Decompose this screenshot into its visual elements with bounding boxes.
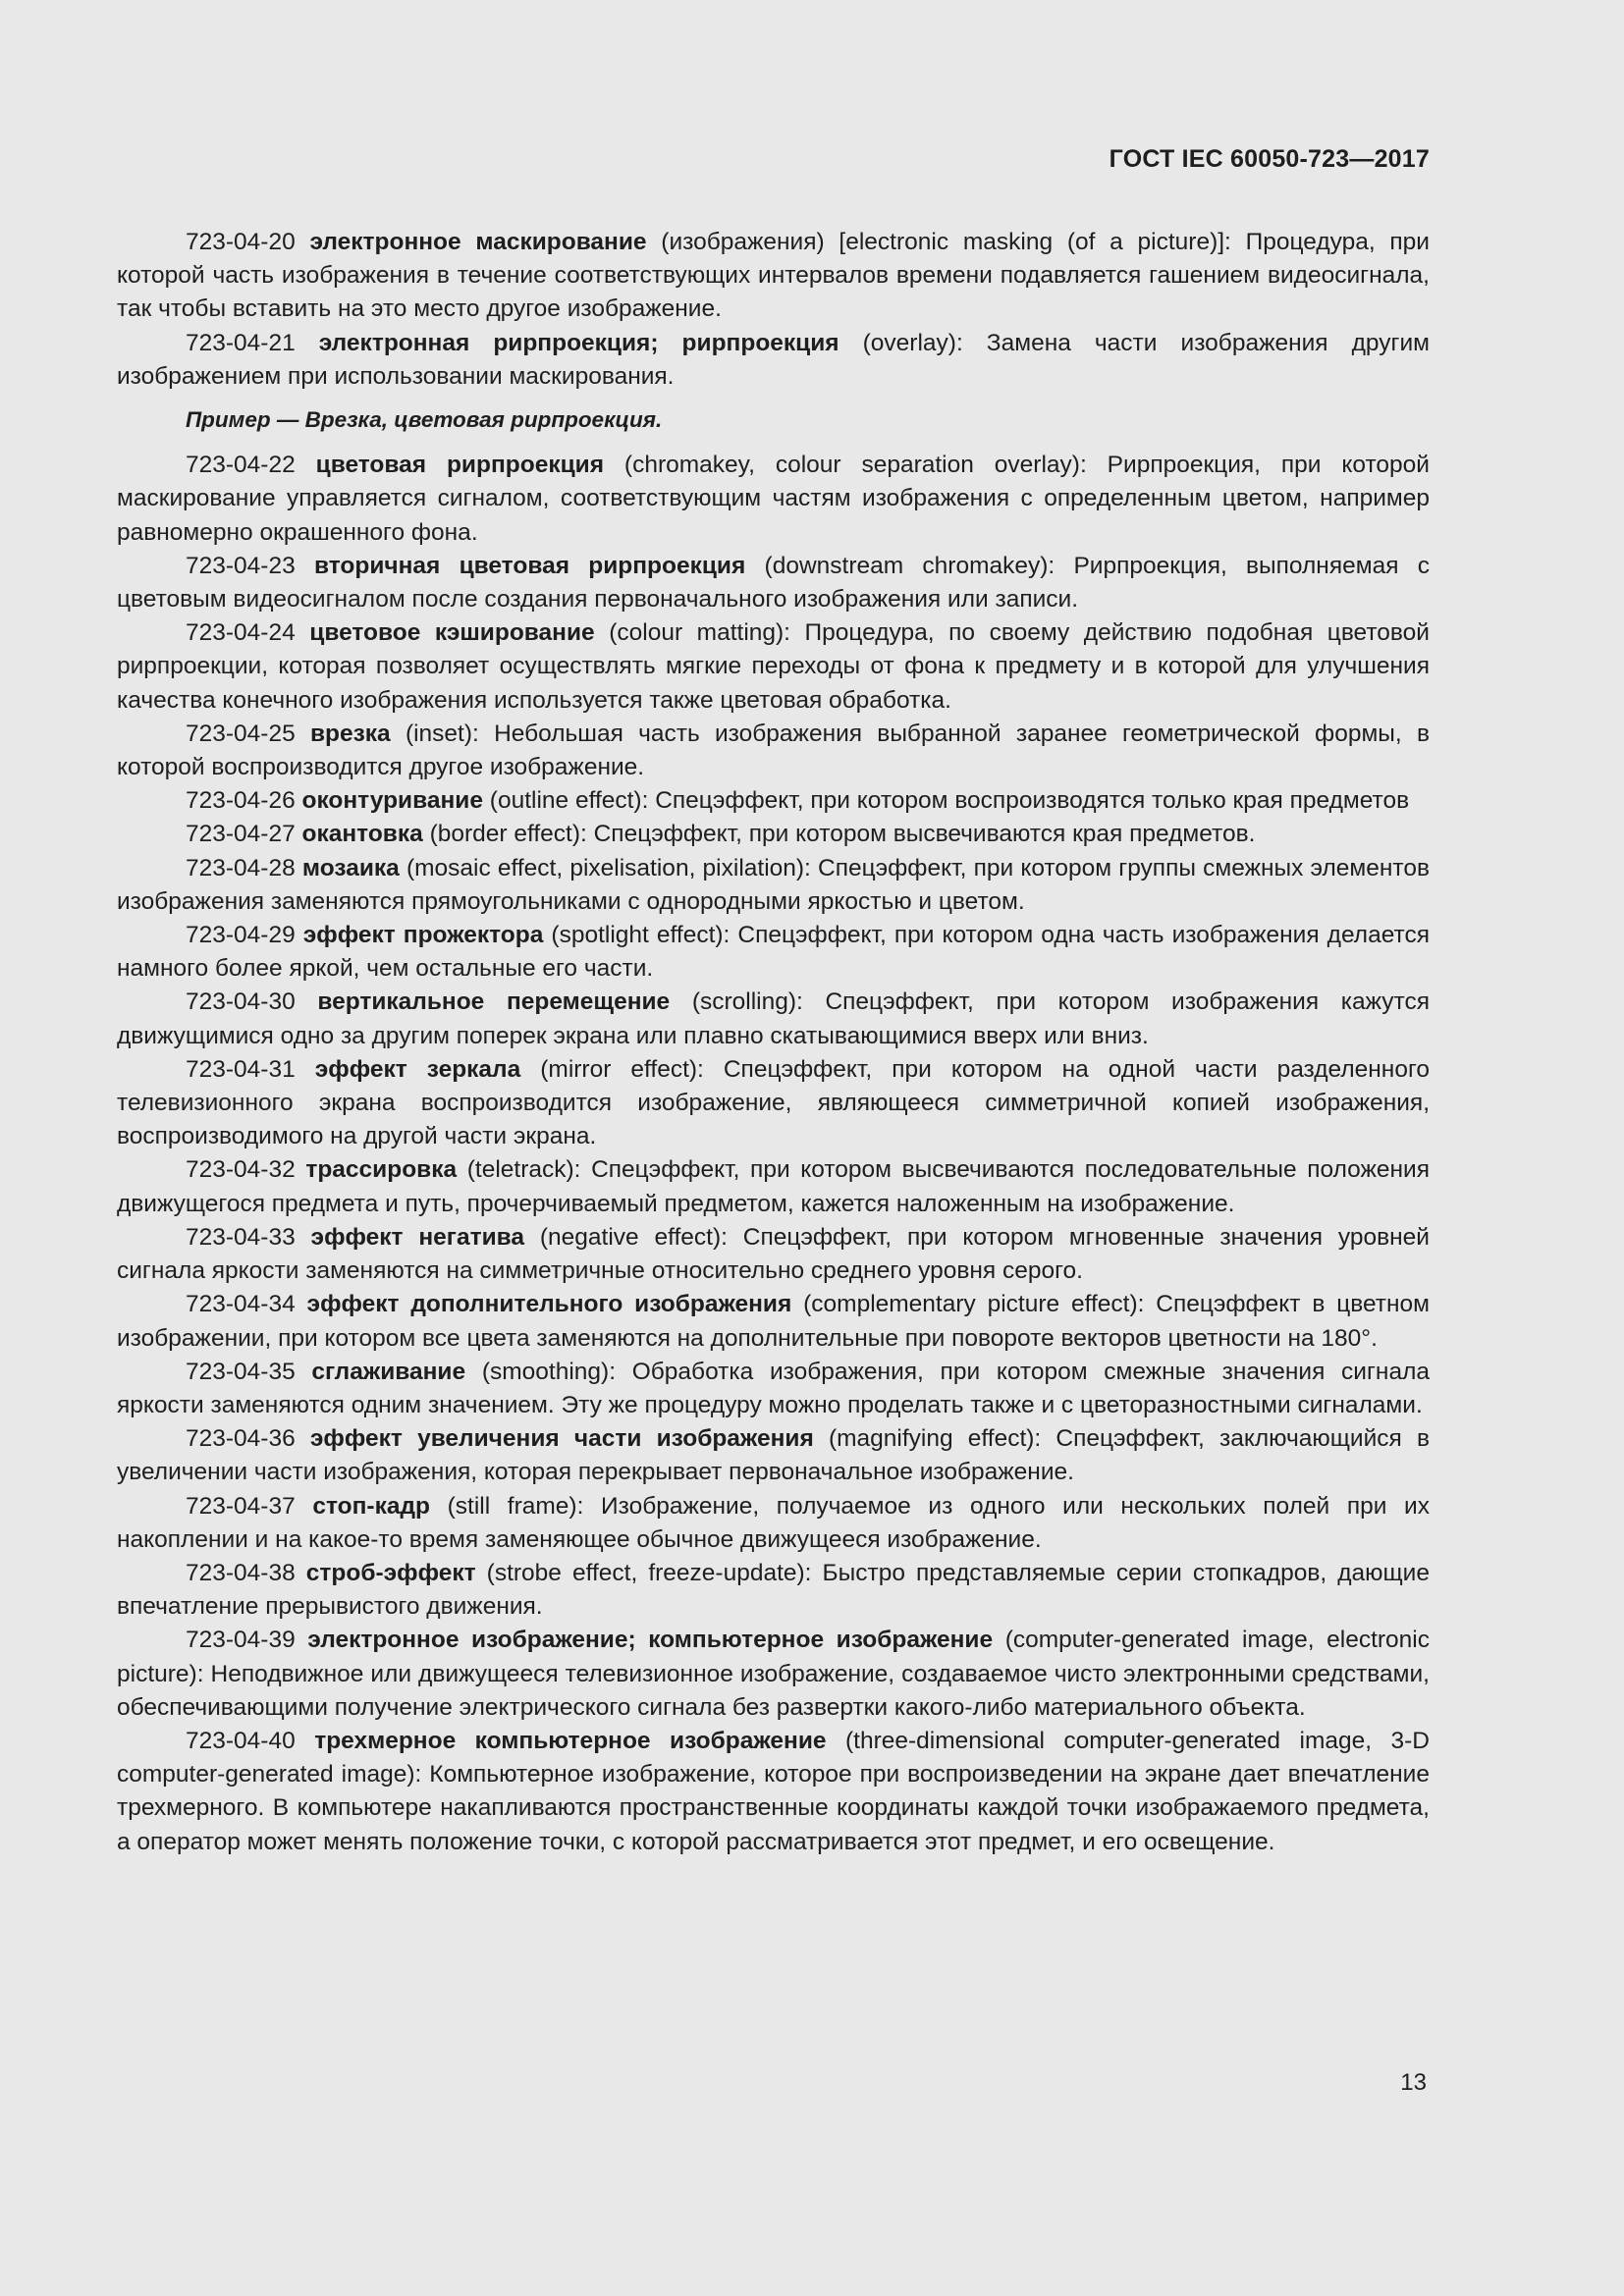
entry-number: 723-04-31 bbox=[186, 1055, 296, 1083]
term-entry bbox=[117, 1288, 1430, 1355]
entry-term: эффект увеличения части изображения bbox=[309, 1425, 814, 1453]
term-entry bbox=[117, 1624, 1430, 1725]
entry-definition: (colour matting): Процедура, по своему действию подобная цветовой рирпроекции, которая позволяет осуществлять мягкие переходы от фона к предмету и в которой для улучшения качества конечного изображения используется также цветовая обработка. bbox=[117, 619, 1430, 714]
example-note: Пример — Врезка, цветовая рирпроекция. bbox=[186, 407, 663, 433]
entry-definition: (teletrack): Спецэффект, при котором высвечиваются последовательные положения движущегося предмета и путь, прочерчиваемый предметом, кажется наложенным на изображение. bbox=[117, 1156, 1431, 1217]
entry-definition: (negative effect): Спецэффект, при котором мгновенные значения уровней сигнала яркости заменяются на симметричные относительно среднего уровня серого. bbox=[117, 1223, 1430, 1285]
entry-definition: (strobe effect, freeze-update): Быстро представляемые серии стопкадров, дающие впечатление прерывистого движения. bbox=[117, 1559, 1430, 1621]
term-entry bbox=[117, 784, 1430, 818]
entry-definition: (still frame): Изображение, получаемое из одного или нескольких полей при их накоплении и на какое-то время заменяющее обычное движущееся изображение. bbox=[117, 1492, 1430, 1553]
entry-definition: (computer-generated image, electronic picture): Неподвижное или движущееся телевизионное изображение, создаваемое чисто электронными средствами, обеспечивающими получение электрического сигнала без развертки какого-либо материального объекта. bbox=[117, 1627, 1431, 1721]
term-entry bbox=[117, 327, 1430, 394]
entry-definition: (overlay): Замена части изображения другим изображением при использовании маскирования. bbox=[117, 329, 1430, 390]
entry-definition: (spotlight effect): Спецэффект, при котором одна часть изображения делается намного более яркой, чем остальные его части. bbox=[117, 922, 1430, 983]
entry-term: оконтуривание bbox=[301, 787, 483, 815]
entry-number: 723-04-35 bbox=[186, 1358, 296, 1385]
entry-number: 723-04-39 bbox=[186, 1627, 296, 1654]
entry-term: эффект прожектора bbox=[302, 922, 544, 949]
entry-number: 723-04-30 bbox=[186, 988, 296, 1016]
entry-definition: (downstream chromakey): Рирпроекция, выполняемая с цветовым видеосигналом после создания первоначального изображения или записи. bbox=[117, 552, 1430, 614]
entry-term: электронная рирпроекция; рирпроекция bbox=[318, 329, 839, 356]
entry-number: 723-04-23 bbox=[186, 552, 296, 579]
term-entry bbox=[117, 1153, 1430, 1220]
document-header: ГОСТ IEC 60050-723—2017 bbox=[1109, 145, 1430, 173]
term-entry bbox=[117, 1557, 1430, 1624]
entry-number: 723-04-20 bbox=[186, 229, 296, 255]
entry-term: трехмерное компьютерное изображение bbox=[314, 1727, 827, 1754]
entry-term: цветовое кэширование bbox=[309, 619, 595, 647]
entry-term: электронное маскирование bbox=[309, 229, 647, 255]
entry-term: окантовка bbox=[301, 821, 423, 848]
entry-term: эффект зеркала bbox=[314, 1055, 521, 1083]
term-entry bbox=[117, 1356, 1430, 1422]
term-entry bbox=[117, 226, 1430, 327]
entry-definition: (inset): Небольшая часть изображения выбранной заранее геометрической формы, в которой воспроизводится другое изображение. bbox=[117, 720, 1430, 781]
entry-number: 723-04-38 bbox=[186, 1559, 296, 1586]
entry-term: трассировка bbox=[305, 1156, 458, 1184]
term-entry bbox=[117, 986, 1430, 1052]
entry-number: 723-04-37 bbox=[186, 1492, 296, 1520]
entry-number: 723-04-28 bbox=[186, 854, 296, 881]
entry-definition: (изображения) [electronic masking (of a picture)]: Процедура, при которой часть изображения в течение соответствующих интервалов времени подавляется гашением видеосигнала, так чтобы вставить на это место другое изображение. bbox=[117, 229, 1430, 323]
entry-definition: (mosaic effect, pixelisation, pixilation): Спецэффект, при котором группы смежных элементов изображения заменяются прямоугольниками с однородными яркостью и цветом. bbox=[117, 854, 1430, 915]
entry-term: вертикальное перемещение bbox=[317, 988, 671, 1016]
document-body bbox=[117, 226, 1430, 1859]
entry-number: 723-04-22 bbox=[186, 452, 296, 479]
entry-term: эффект негатива bbox=[310, 1223, 525, 1251]
entry-number: 723-04-36 bbox=[186, 1425, 296, 1453]
entry-number: 723-04-27 bbox=[186, 821, 296, 848]
entry-number: 723-04-33 bbox=[186, 1223, 296, 1251]
entry-definition: (border effect): Спецэффект, при котором высвечиваются края предметов. bbox=[422, 821, 1256, 848]
term-entry bbox=[117, 1221, 1430, 1288]
entry-definition: (mirror effect): Спецэффект, при котором на одной части разделенного телевизионного экрана воспроизводится изображение, являющееся симметричной копией изображения, воспроизводимого на другой части экрана. bbox=[117, 1055, 1430, 1150]
term-entry bbox=[117, 616, 1430, 718]
page-number: 13 bbox=[1400, 2069, 1427, 2096]
entry-number: 723-04-25 bbox=[186, 720, 296, 747]
entry-definition: (three-dimensional computer-generated image, 3-D computer-generated image): Компьютерное изображение, которое при воспроизведении на экране дает впечатление трехмерного. В компьютере накапливаются пространственные координаты каждой точки изображаемого предмета, а оператор может менять положение точки, с которой рассматривается этот предмет, и его освещение. bbox=[117, 1727, 1431, 1855]
term-entry bbox=[117, 718, 1430, 784]
entry-term: сглаживание bbox=[311, 1358, 466, 1385]
entry-term: вторичная цветовая рирпроекция bbox=[313, 552, 746, 579]
entry-definition: (magnifying effect): Спецэффект, заключающийся в увеличении части изображения, которая перекрывает первоначальное изображение. bbox=[117, 1425, 1430, 1486]
term-entry bbox=[117, 818, 1430, 851]
entry-term: эффект дополнительного изображения bbox=[306, 1291, 792, 1318]
entry-term: строб-эффект bbox=[305, 1559, 476, 1586]
entry-definition: (scrolling): Спецэффект, при котором изображения кажутся движущимися одно за другим поперек экрана или плавно скатывающимися вверх или вниз. bbox=[117, 988, 1431, 1049]
entry-term: мозаика bbox=[301, 854, 400, 881]
entry-number: 723-04-32 bbox=[186, 1156, 296, 1184]
term-entry bbox=[117, 449, 1430, 550]
entry-term: цветовая рирпроекция bbox=[315, 452, 604, 479]
term-entry bbox=[117, 919, 1430, 986]
entry-term: врезка bbox=[309, 720, 391, 747]
term-entry bbox=[117, 852, 1430, 919]
entry-definition: (complementary picture effect): Спецэффект в цветном изображении, при котором все цвета заменяются на дополнительные при повороте векторов цветности на 180°. bbox=[117, 1291, 1431, 1352]
term-entry bbox=[117, 550, 1430, 616]
term-entry bbox=[117, 1053, 1430, 1154]
entry-number: 723-04-26 bbox=[186, 787, 296, 815]
term-entry bbox=[117, 1725, 1430, 1859]
entry-number: 723-04-34 bbox=[186, 1291, 296, 1318]
entry-term: электронное изображение; компьютерное изображение bbox=[307, 1627, 994, 1654]
entry-number: 723-04-29 bbox=[186, 922, 296, 949]
entry-term: стоп-кадр bbox=[312, 1492, 430, 1520]
entry-definition: (chromakey, colour separation overlay): Рирпроекция, при которой маскирование управляется сигналом, соответствующим частям изображения с определенным цветом, например равномерно окрашенного фона. bbox=[117, 452, 1430, 546]
entry-number: 723-04-40 bbox=[186, 1727, 296, 1754]
term-entry bbox=[117, 1490, 1430, 1557]
term-entry bbox=[117, 1422, 1430, 1489]
entry-definition: (smoothing): Обработка изображения, при котором смежные значения сигнала яркости заменяются одним значением. Эту же процедуру можно проделать также и с цветоразностными сигналами. bbox=[117, 1358, 1430, 1418]
entry-definition: (outline effect): Спецэффект, при котором воспроизводятся только края предметов bbox=[482, 787, 1410, 815]
entry-number: 723-04-21 bbox=[186, 329, 296, 356]
entry-number: 723-04-24 bbox=[186, 619, 296, 647]
